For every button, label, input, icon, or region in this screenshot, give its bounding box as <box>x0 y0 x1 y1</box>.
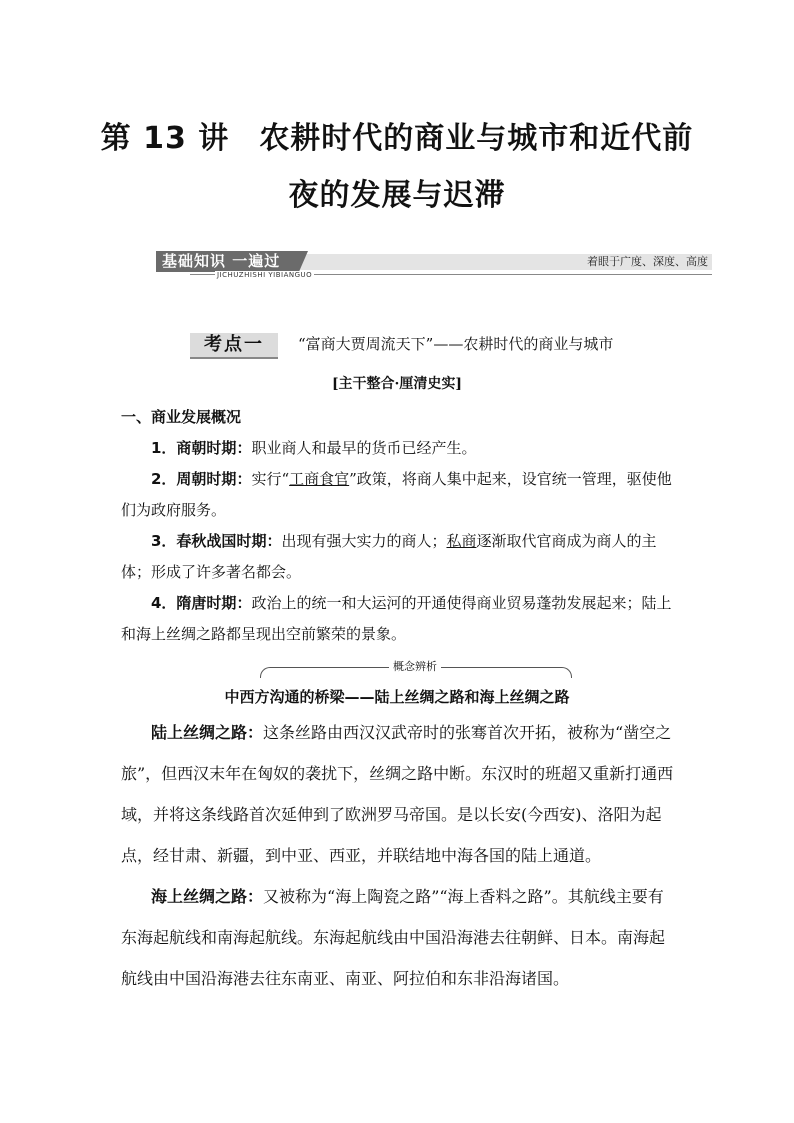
concept-paragraph-sea: 海上丝绸之路：又被称为“海上陶瓷之路”“海上香料之路”。其航线主要有东海起航线和南海起航线。东海起航线由中国沿海港去往朝鲜、日本。南海起航线由中国沿海港去往东南亚、南亚、阿拉伯和东非沿海诸国。 <box>121 887 666 988</box>
lecture-title-part1: 农耕时代的商业与城市和近代前 <box>259 121 694 156</box>
kaodian-label: 考点一 <box>204 334 264 355</box>
lecture-number: 第 13 讲 <box>100 121 230 156</box>
subheading: [主干整合·厘清史实] <box>331 376 463 392</box>
page-title-line2: 夜的发展与迟滞 <box>288 178 506 213</box>
list-item: 3．春秋战国时期：出现有强大实力的商人；私商逐渐取代官商成为商人的主体；形成了许多著名都会。 <box>121 532 657 581</box>
page-title-line1 <box>0 113 794 157</box>
concept-label: 概念辨析 <box>389 660 441 673</box>
list-item: 2．周朝时期：实行“工商食官”政策，将商人集中起来，设官统一管理，驱使他们为政府服务。 <box>121 470 672 519</box>
section-banner-slogan: 着眼于广度、深度、高度 <box>587 255 708 268</box>
list-item: 1．商朝时期：职业商人和最早的货币已经产生。 <box>151 439 477 457</box>
section-banner-label: 基础知识 一遍过 <box>162 252 281 270</box>
concept-paragraph-land: 陆上丝绸之路：这条丝路由西汉汉武帝时的张骞首次开拓，被称为“凿空之旅”，但西汉末年在匈奴的袭扰下，丝绸之路中断。东汉时的班超又重新打通西域，并将这条线路首次延伸到了欧洲罗马帝国。是以长安(今西安)、洛阳为起点，经甘肃、新疆，到中亚、西亚，并联结地中海各国的陆上通道。 <box>121 723 674 865</box>
section-heading: 一、商业发展概况 <box>121 408 242 426</box>
concept-divider <box>260 657 570 677</box>
list-item: 4．隋唐时期：政治上的统一和大运河的开通使得商业贸易蓬勃发展起来；陆上和海上丝绸之路都呈现出空前繁荣的景象。 <box>121 594 672 643</box>
kaodian-title: “富商大贾周流天下”——农耕时代的商业与城市 <box>298 335 614 353</box>
concept-title: 中西方沟通的桥梁——陆上丝绸之路和海上丝绸之路 <box>224 688 570 706</box>
section-banner-pinyin: JICHUZHISHI YIBIANGUO <box>217 271 313 279</box>
